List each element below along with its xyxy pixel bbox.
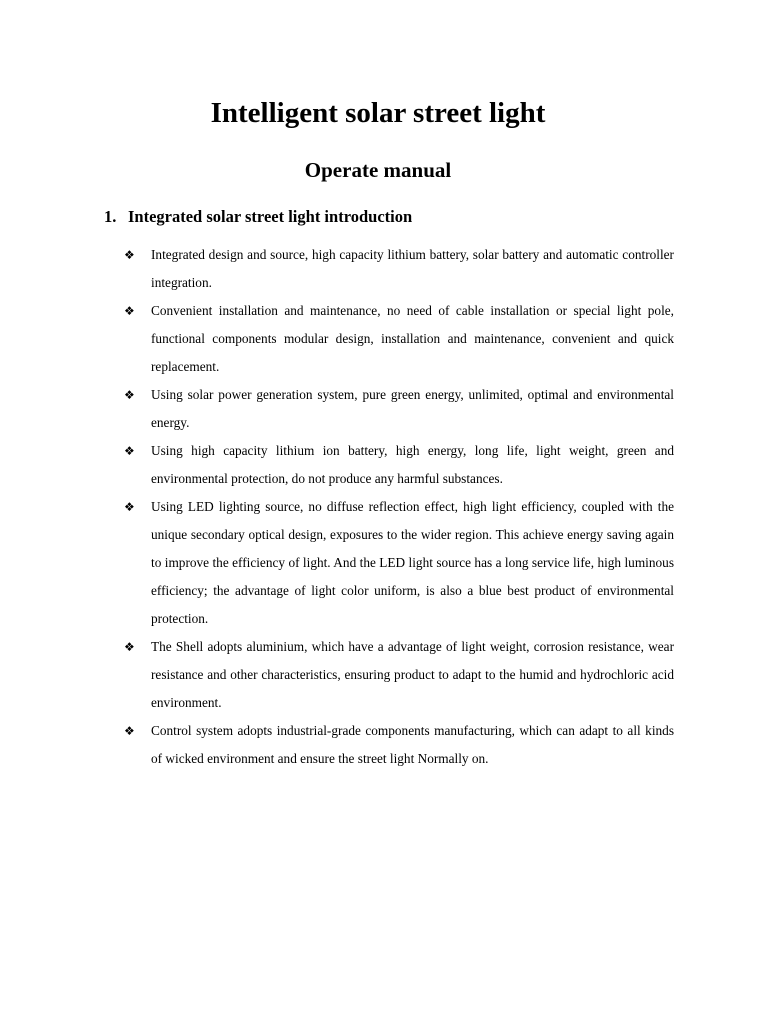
diamond-bullet-icon: ❖ [124, 640, 135, 654]
list-item-text: Using high capacity lithium ion battery, high energy, long life, light weight, green and environmental protection, do not produce any harmful substances. [151, 443, 674, 486]
list-item [124, 297, 674, 381]
document-title: Intelligent solar street light [210, 97, 546, 129]
list-item-text: Using LED lighting source, no diffuse reflection effect, high light efficiency, coupled with the unique secondary optical design, exposures to the wider region. This achieve energy saving again to improve the efficiency of light. And the LED light source has a long service life, high luminous efficiency; the advantage of light color uniform, is also a blue best product of environmental protection. [151, 499, 674, 626]
list-item-text: Convenient installation and maintenance, no need of cable installation or special light pole, functional components modular design, installation and maintenance, convenient and quick replacement. [151, 303, 674, 374]
section-heading-text: Integrated solar street light introduction [128, 207, 413, 226]
diamond-bullet-icon: ❖ [124, 388, 135, 402]
list-item-text: Using solar power generation system, pure green energy, unlimited, optimal and environmental energy. [151, 387, 674, 430]
list-item [124, 381, 674, 437]
list-item-text: The Shell adopts aluminium, which have a advantage of light weight, corrosion resistance, wear resistance and other characteristics, ensuring product to adapt to the humid and hydrochloric acid environment. [151, 639, 674, 710]
section-heading [104, 206, 412, 228]
diamond-bullet-icon: ❖ [124, 724, 135, 738]
list-item [124, 493, 674, 633]
feature-list [124, 241, 674, 773]
diamond-bullet-icon: ❖ [124, 500, 135, 514]
diamond-bullet-icon: ❖ [124, 304, 135, 318]
document-subtitle: Operate manual [304, 158, 452, 182]
diamond-bullet-icon: ❖ [124, 248, 135, 262]
list-item-text: Control system adopts industrial-grade components manufacturing, which can adapt to all kinds of wicked environment and ensure the street light Normally on. [151, 723, 674, 766]
section-number: 1. [104, 207, 117, 226]
list-item [124, 241, 674, 297]
list-item [124, 437, 674, 493]
list-item-text: Integrated design and source, high capacity lithium battery, solar battery and automatic controller integration. [151, 247, 674, 290]
diamond-bullet-icon: ❖ [124, 444, 135, 458]
list-item [124, 717, 674, 773]
list-item [124, 633, 674, 717]
